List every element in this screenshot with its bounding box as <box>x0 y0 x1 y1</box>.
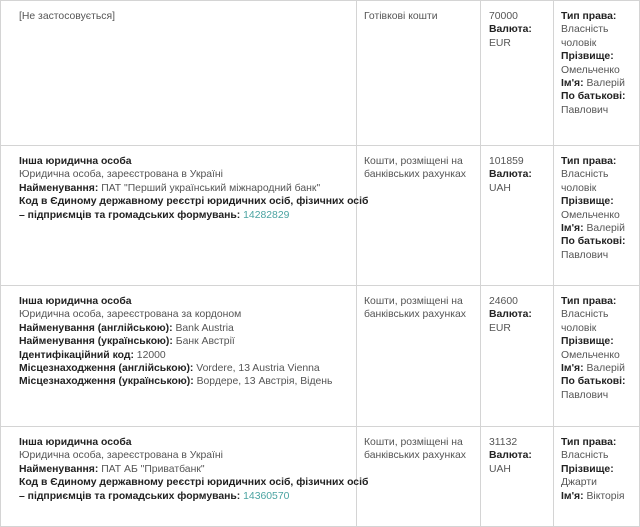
entity-name-label: Найменування: <box>19 463 99 475</box>
patronymic: Павлович <box>561 104 609 116</box>
location-en-label: Місцезнаходження (англійською): <box>19 363 194 375</box>
asset-type-cell <box>357 146 481 285</box>
rights-cell <box>554 146 640 285</box>
registry-code-label: Код в Єдиному державному реєстрі юридичних осіб, фізичних осіб <box>19 477 369 489</box>
first-name-label: Ім'я: <box>561 223 584 235</box>
first-name-label: Ім'я: <box>561 78 584 90</box>
registry-code-label-cont: – підприємців та громадських формувань: <box>19 209 241 221</box>
surname: Омельченко <box>561 64 620 76</box>
amount: 70000 <box>489 11 518 22</box>
right-type-owner: чоловік <box>561 182 597 194</box>
surname: Омельченко <box>561 209 620 221</box>
asset-type-cell <box>357 1 481 145</box>
entity-cell <box>0 146 369 285</box>
entity-subtitle: Юридична особа, зареєстрована в Україні <box>19 169 223 181</box>
entity-name: ПАТ АБ "Приватбанк" <box>101 463 205 475</box>
right-type-label: Тип права: <box>561 156 617 167</box>
patronymic: Павлович <box>561 389 609 401</box>
right-type-owner: чоловік <box>561 37 597 49</box>
registry-code-link[interactable]: 14360570 <box>243 490 290 502</box>
id-code: 12000 <box>136 349 166 361</box>
asset-type-cell <box>357 286 481 426</box>
table-row <box>0 286 640 427</box>
surname-label: Прізвище: <box>561 196 614 208</box>
surname-label: Прізвище: <box>561 336 614 348</box>
first-name-label: Ім'я: <box>561 490 584 502</box>
entity-name: ПАТ "Перший український міжнародний банк" <box>101 182 321 194</box>
asset-type-cont: банківських рахунках <box>364 169 466 181</box>
asset-type-cont: банківських рахунках <box>364 309 466 321</box>
surname-label: Прізвище: <box>561 463 614 475</box>
amount-cell <box>481 427 554 526</box>
first-name: Валерій <box>586 223 625 235</box>
asset-type: Готівкові кошти <box>364 11 438 22</box>
patronymic-label: По батькові: <box>561 376 626 388</box>
not-applicable-text: [Не застосовується] <box>19 11 115 22</box>
first-name: Валерій <box>586 78 625 90</box>
currency: EUR <box>489 322 511 334</box>
first-name-label: Ім'я: <box>561 363 584 375</box>
right-type: Власність <box>561 450 609 462</box>
amount-cell <box>481 146 554 285</box>
entity-subtitle: Юридична особа, зареєстрована за кордоном <box>19 309 242 321</box>
name-en: Bank Austria <box>175 322 234 334</box>
asset-type-cont: банківських рахунках <box>364 450 466 462</box>
currency-label: Валюта: <box>489 450 532 462</box>
right-type-label: Тип права: <box>561 296 617 307</box>
entity-subtitle: Юридична особа, зареєстрована в Україні <box>19 450 223 462</box>
entity-cell <box>0 286 357 426</box>
table-row <box>0 146 640 286</box>
right-type: Власність <box>561 169 609 181</box>
registry-code-label-cont: – підприємців та громадських формувань: <box>19 490 241 502</box>
location-en: Vordere, 13 Austria Vienna <box>196 363 320 375</box>
currency: UAH <box>489 182 511 194</box>
id-code-label: Ідентифікаційний код: <box>19 349 134 361</box>
asset-type-cell <box>357 427 481 526</box>
amount: 31132 <box>489 437 518 448</box>
surname: Джарти <box>561 477 597 489</box>
first-name: Валерій <box>586 363 625 375</box>
asset-type: Кошти, розміщені на <box>364 156 463 167</box>
surname-label: Прізвище: <box>561 51 614 63</box>
asset-type: Кошти, розміщені на <box>364 296 463 307</box>
surname: Омельченко <box>561 349 620 361</box>
location-ua: Вордере, 13 Австрія, Відень <box>196 376 333 388</box>
currency: UAH <box>489 463 511 475</box>
entity-title: Інша юридична особа <box>19 156 132 167</box>
amount-cell <box>481 1 554 145</box>
right-type-label: Тип права: <box>561 437 617 448</box>
patronymic-label: По батькові: <box>561 236 626 248</box>
rights-cell <box>554 427 640 526</box>
registry-code-link[interactable]: 14282829 <box>243 209 290 221</box>
first-name: Вікторія <box>586 490 625 502</box>
amount: 101859 <box>489 156 524 167</box>
right-type-label: Тип права: <box>561 11 617 22</box>
right-type: Власність <box>561 24 609 36</box>
currency-label: Валюта: <box>489 169 532 181</box>
currency-label: Валюта: <box>489 309 532 321</box>
rights-cell <box>554 1 640 145</box>
name-ua: Банк Австрії <box>175 336 235 348</box>
currency-label: Валюта: <box>489 24 532 36</box>
table-row <box>0 427 640 527</box>
name-en-label: Найменування (англійською): <box>19 322 173 334</box>
registry-code-label: Код в Єдиному державному реєстрі юридичних осіб, фізичних осіб <box>19 196 369 208</box>
name-ua-label: Найменування (українською): <box>19 336 173 348</box>
rights-cell <box>554 286 640 426</box>
table-row <box>0 1 640 146</box>
entity-cell <box>0 427 369 526</box>
right-type-owner: чоловік <box>561 322 597 334</box>
amount: 24600 <box>489 296 518 307</box>
location-ua-label: Місцезнаходження (українською): <box>19 376 194 388</box>
entity-cell <box>0 1 357 145</box>
entity-name-label: Найменування: <box>19 182 99 194</box>
patronymic-label: По батькові: <box>561 91 626 103</box>
amount-cell <box>481 286 554 426</box>
entity-title: Інша юридична особа <box>19 296 132 307</box>
right-type: Власність <box>561 309 609 321</box>
patronymic: Павлович <box>561 249 609 261</box>
currency: EUR <box>489 37 511 49</box>
asset-type: Кошти, розміщені на <box>364 437 463 448</box>
entity-title: Інша юридична особа <box>19 437 132 448</box>
